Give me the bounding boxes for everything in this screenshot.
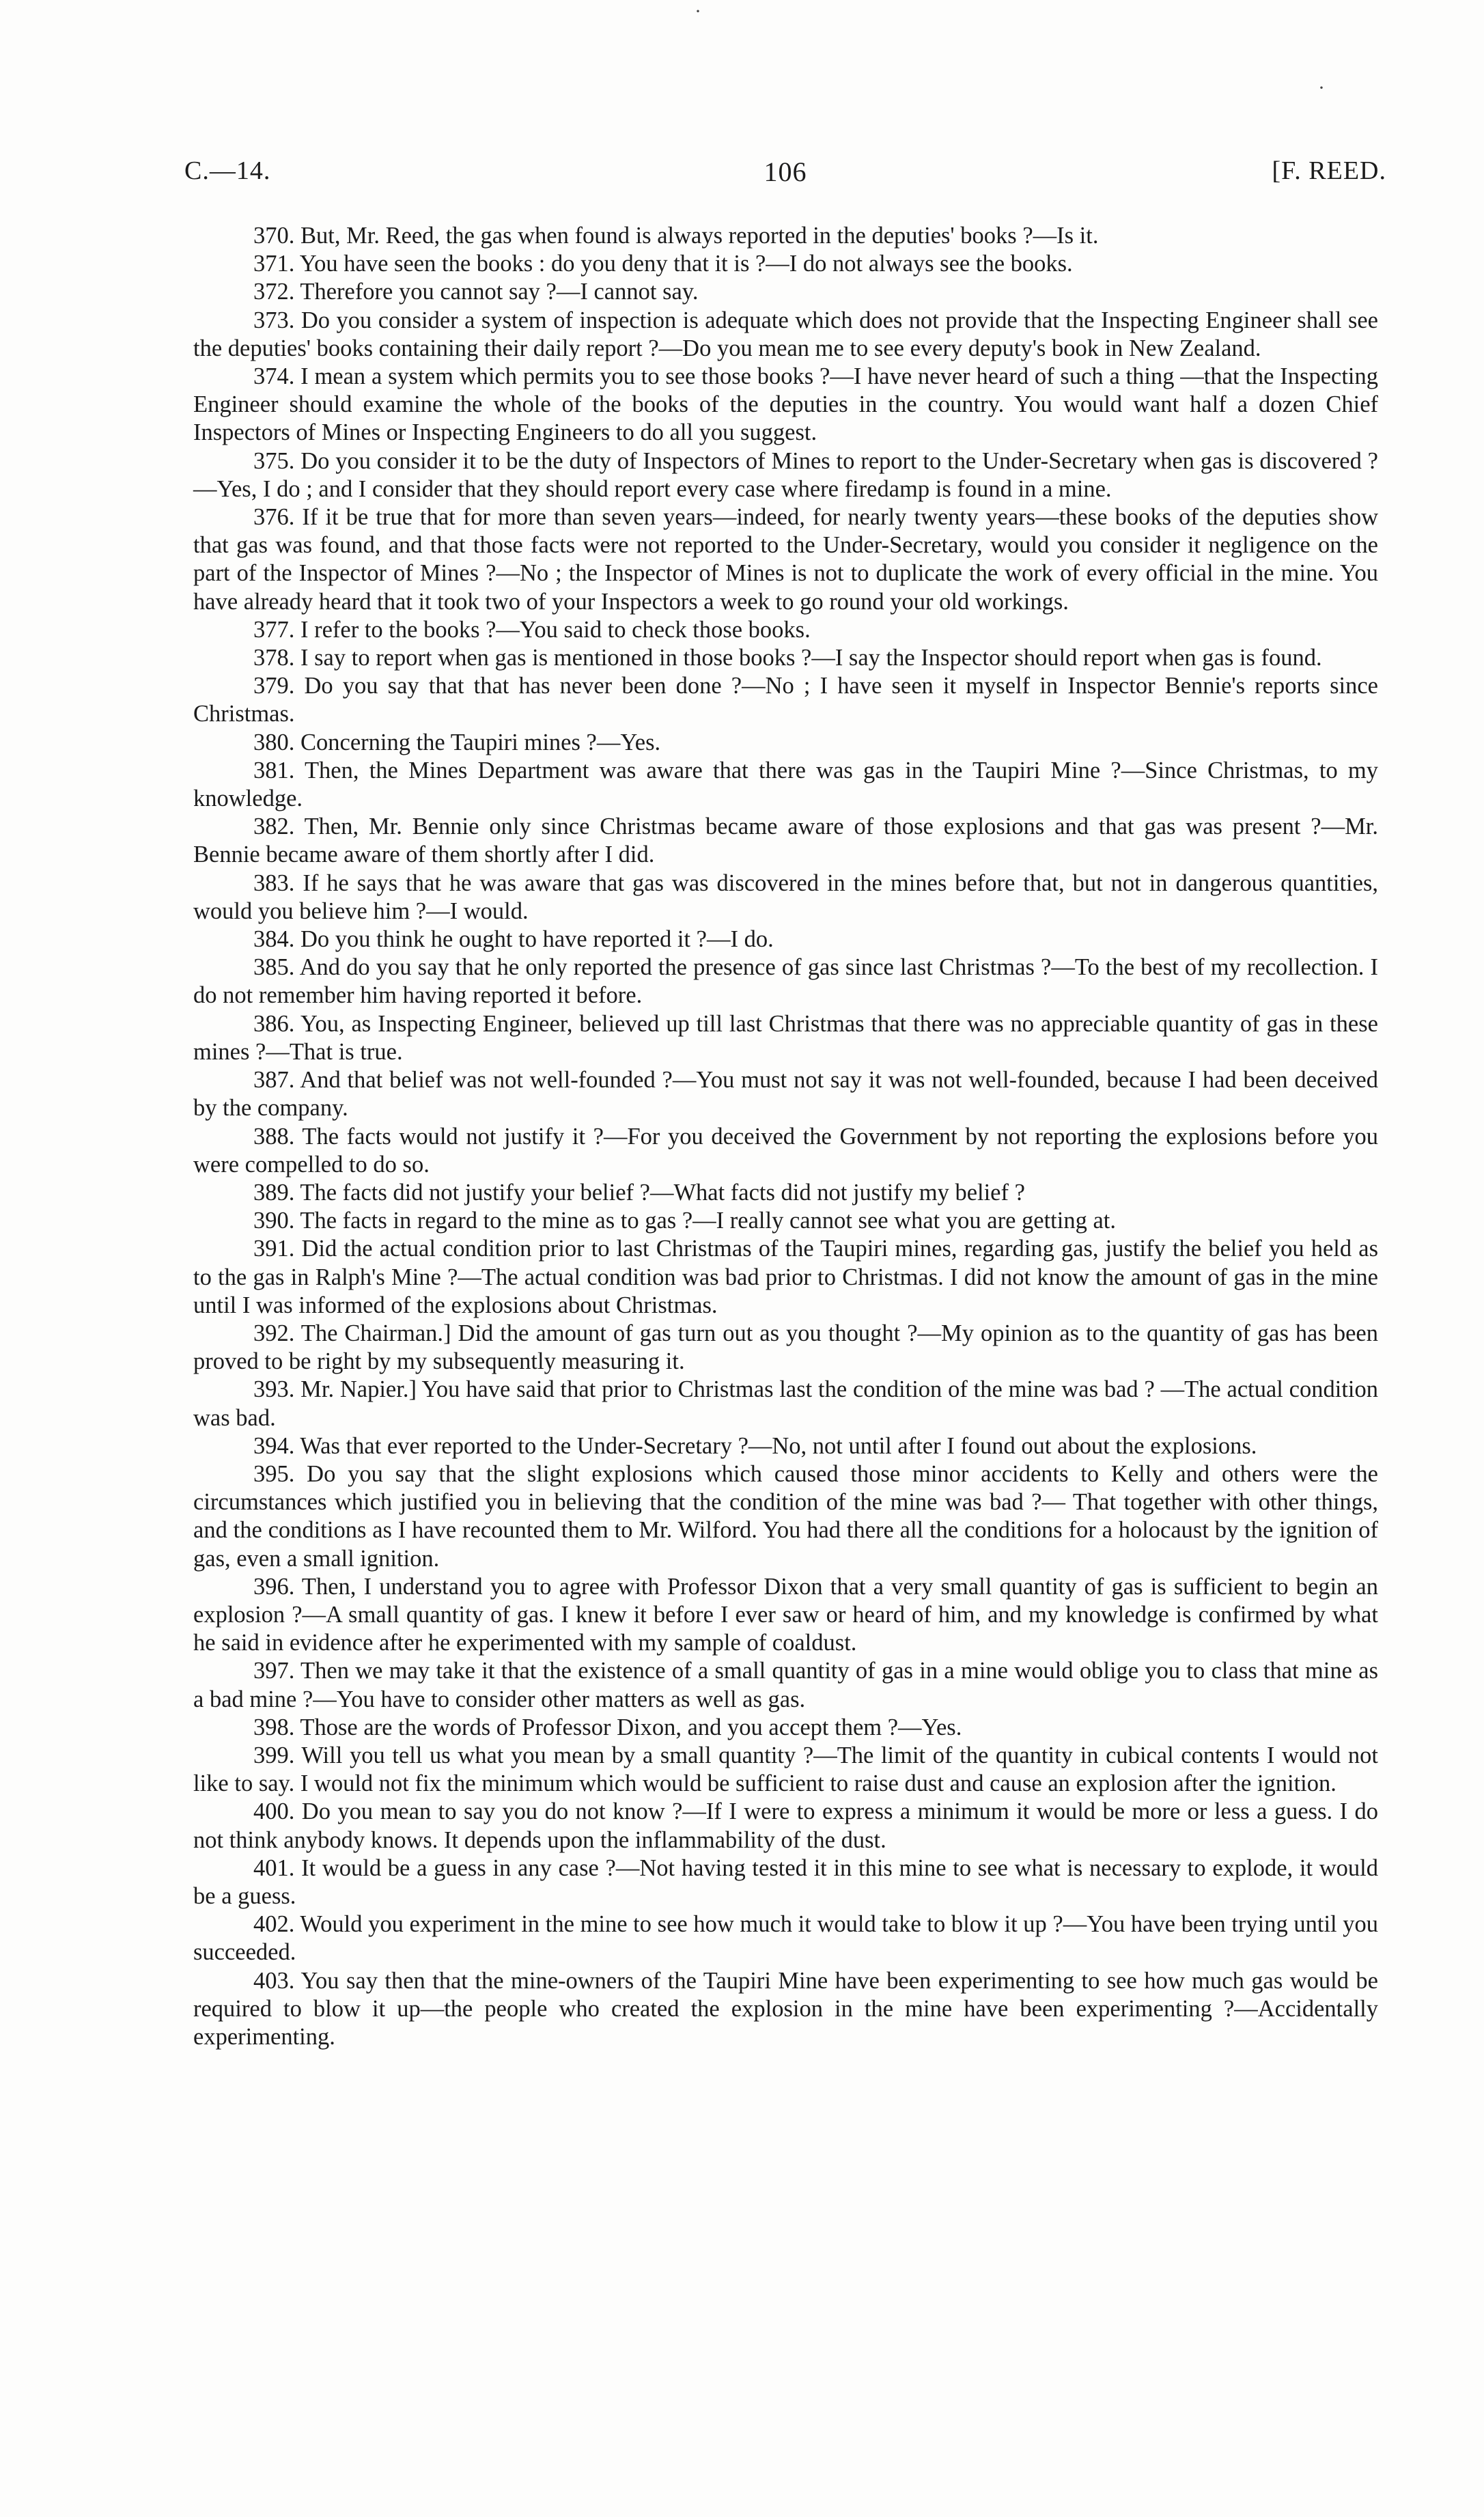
testimony-paragraph: 384. Do you think he ought to have reported it ?—I do.	[253, 926, 774, 953]
testimony-paragraph: 397. Then we may take it that the existence of a small quantity of gas in a mine would oblige you to class that mine as a bad mine ?—You have to consider other matters as well as gas.	[193, 1658, 1378, 1712]
testimony-paragraph: 370. But, Mr. Reed, the gas when found is always reported in the deputies' books ?—Is it.	[253, 223, 1099, 249]
testimony-paragraph: 401. It would be a guess in any case ?—Not having tested it in this mine to see what is necessary to explode, it would be a guess.	[193, 1854, 1378, 1909]
testimony-paragraph: 371. You have seen the books : do you deny that it is ?—I do not always see the books.	[253, 251, 1073, 277]
testimony-paragraph: 374. I mean a system which permits you to see those books ?—I have never heard of such a thing —that the Inspecting Engineer should examine the whole of the books of the deputies in the country. You would want half a dozen Chief Inspectors of Mines or Inspecting Engineers to do all you suggest.	[193, 363, 1378, 446]
testimony-paragraph: 398. Those are the words of Professor Dixon, and you accept them ?—Yes.	[253, 1714, 962, 1740]
testimony-paragraph: 400. Do you mean to say you do not know ?—If I were to express a minimum it would be more or less a guess. I do not think anybody knows. It depends upon the inflammability of the dust.	[193, 1798, 1378, 1853]
scan-speck: ·	[1318, 77, 1325, 99]
testimony-body	[193, 222, 1378, 2051]
testimony-paragraph: 373. Do you consider a system of inspection is adequate which does not provide that the Inspecting Engineer shall see the deputies' books containing their daily report ?—Do you mean me to see every deputy's book in New Zealand.	[193, 307, 1378, 361]
testimony-paragraph: 389. The facts did not justify your belief ?—What facts did not justify my belief ?	[253, 1179, 1025, 1206]
testimony-paragraph: 387. And that belief was not well-founded ?—You must not say it was not well-founded, because I had been deceived by the company.	[193, 1067, 1378, 1122]
testimony-paragraph: 402. Would you experiment in the mine to see how much it would take to blow it up ?—You have been trying until you succeeded.	[193, 1911, 1378, 1966]
testimony-paragraph: 399. Will you tell us what you mean by a small quantity ?—The limit of the quantity in cubical contents I would not like to say. I would not fix the minimum which would be sufficient to raise dust and cause an explosion after the ignition.	[193, 1742, 1378, 1797]
testimony-paragraph: 386. You, as Inspecting Engineer, believed up till last Christmas that there was no appreciable quantity of gas in these mines ?—That is true.	[193, 1010, 1378, 1065]
testimony-paragraph: 390. The facts in regard to the mine as to gas ?—I really cannot see what you are getting at.	[253, 1208, 1116, 1234]
testimony-paragraph: 393. Mr. Napier.] You have said that prior to Christmas last the condition of the mine was bad ? —The actual condition was bad.	[193, 1376, 1378, 1431]
testimony-paragraph: 378. I say to report when gas is mentioned in those books ?—I say the Inspector should report when gas is found.	[253, 645, 1322, 671]
testimony-paragraph: 392. The Chairman.] Did the amount of gas turn out as you thought ?—My opinion as to the quantity of gas has been proved to be right by my subsequently measuring it.	[193, 1320, 1378, 1375]
testimony-paragraph: 394. Was that ever reported to the Under-Secretary ?—No, not until after I found out about the explosions.	[253, 1432, 1257, 1459]
testimony-paragraph: 383. If he says that he was aware that gas was discovered in the mines before that, but not in dangerous quantities, would you believe him ?—I would.	[193, 870, 1378, 924]
testimony-paragraph: 380. Concerning the Taupiri mines ?—Yes.	[253, 729, 661, 755]
testimony-paragraph: 372. Therefore you cannot say ?—I cannot say.	[253, 279, 699, 305]
testimony-paragraph: 376. If it be true that for more than seven years—indeed, for nearly twenty years—these books of the deputies show that gas was found, and that those facts were not reported to the Under-Secretary, would you consider it negligence on the part of the Inspector of Mines ?—No ; the Inspector of Mines is not to duplicate the work of every official in the mine. You have already heard that it took two of your Inspectors a week to go round your old workings.	[193, 504, 1378, 615]
testimony-paragraph: 375. Do you consider it to be the duty of Inspectors of Mines to report to the Under-Secretary when gas is discovered ?—Yes, I do ; and I consider that they should report every case where firedamp is found in a mine.	[193, 447, 1378, 502]
testimony-paragraph: 403. You say then that the mine-owners of the Taupiri Mine have been experimenting to see how much gas would be required to blow it up—the people who created the explosion in the mine have been experimenting ?—Accidentally experimenting.	[193, 1967, 1378, 2050]
testimony-paragraph: 395. Do you say that the slight explosions which caused those minor accidents to Kelly and others were the circumstances which justified you in believing that the condition of the mine was bad ?— That together with other things, and the conditions as I have recounted them to Mr. Wilford. You had there all the conditions for a holocaust by the ignition of gas, even a small ignition.	[193, 1460, 1378, 1572]
document-reference: C.—14.	[184, 156, 271, 185]
testimony-paragraph: 396. Then, I understand you to agree with Professor Dixon that a very small quantity of gas is sufficient to begin an explosion ?—A small quantity of gas. I knew it before I ever saw or heard of him, and my knowledge is confirmed by what he said in evidence after he experimented with my sample of coaldust.	[193, 1573, 1378, 1656]
testimony-paragraph: 381. Then, the Mines Department was aware that there was gas in the Taupiri Mine ?—Since Christmas, to my knowledge.	[193, 757, 1378, 812]
scan-speck: ·	[695, 0, 701, 23]
testimony-paragraph: 379. Do you say that that has never been done ?—No ; I have seen it myself in Inspector Bennie's reports since Christmas.	[193, 673, 1378, 727]
testimony-paragraph: 388. The facts would not justify it ?—For you deceived the Government by not reporting the explosions before you were compelled to do so.	[193, 1123, 1378, 1178]
testimony-paragraph: 382. Then, Mr. Bennie only since Christmas became aware of those explosions and that gas was present ?—Mr. Bennie became aware of them shortly after I did.	[193, 813, 1378, 868]
testimony-paragraph: 391. Did the actual condition prior to last Christmas of the Taupiri mines, regarding gas, justify the belief you held as to the gas in Ralph's Mine ?—The actual condition was bad prior to Christmas. I did not know the amount of gas in the mine until I was informed of the explosions about Christmas.	[193, 1236, 1378, 1318]
testimony-paragraph: 377. I refer to the books ?—You said to check those books.	[253, 616, 811, 643]
page-header	[184, 156, 1386, 204]
testimony-paragraph: 385. And do you say that he only reported the presence of gas since last Christmas ?—To the best of my recollection. I do not remember him having reported it before.	[193, 954, 1378, 1009]
witness-name: [F. REED.	[1272, 156, 1386, 185]
page-number: 106	[764, 156, 807, 187]
